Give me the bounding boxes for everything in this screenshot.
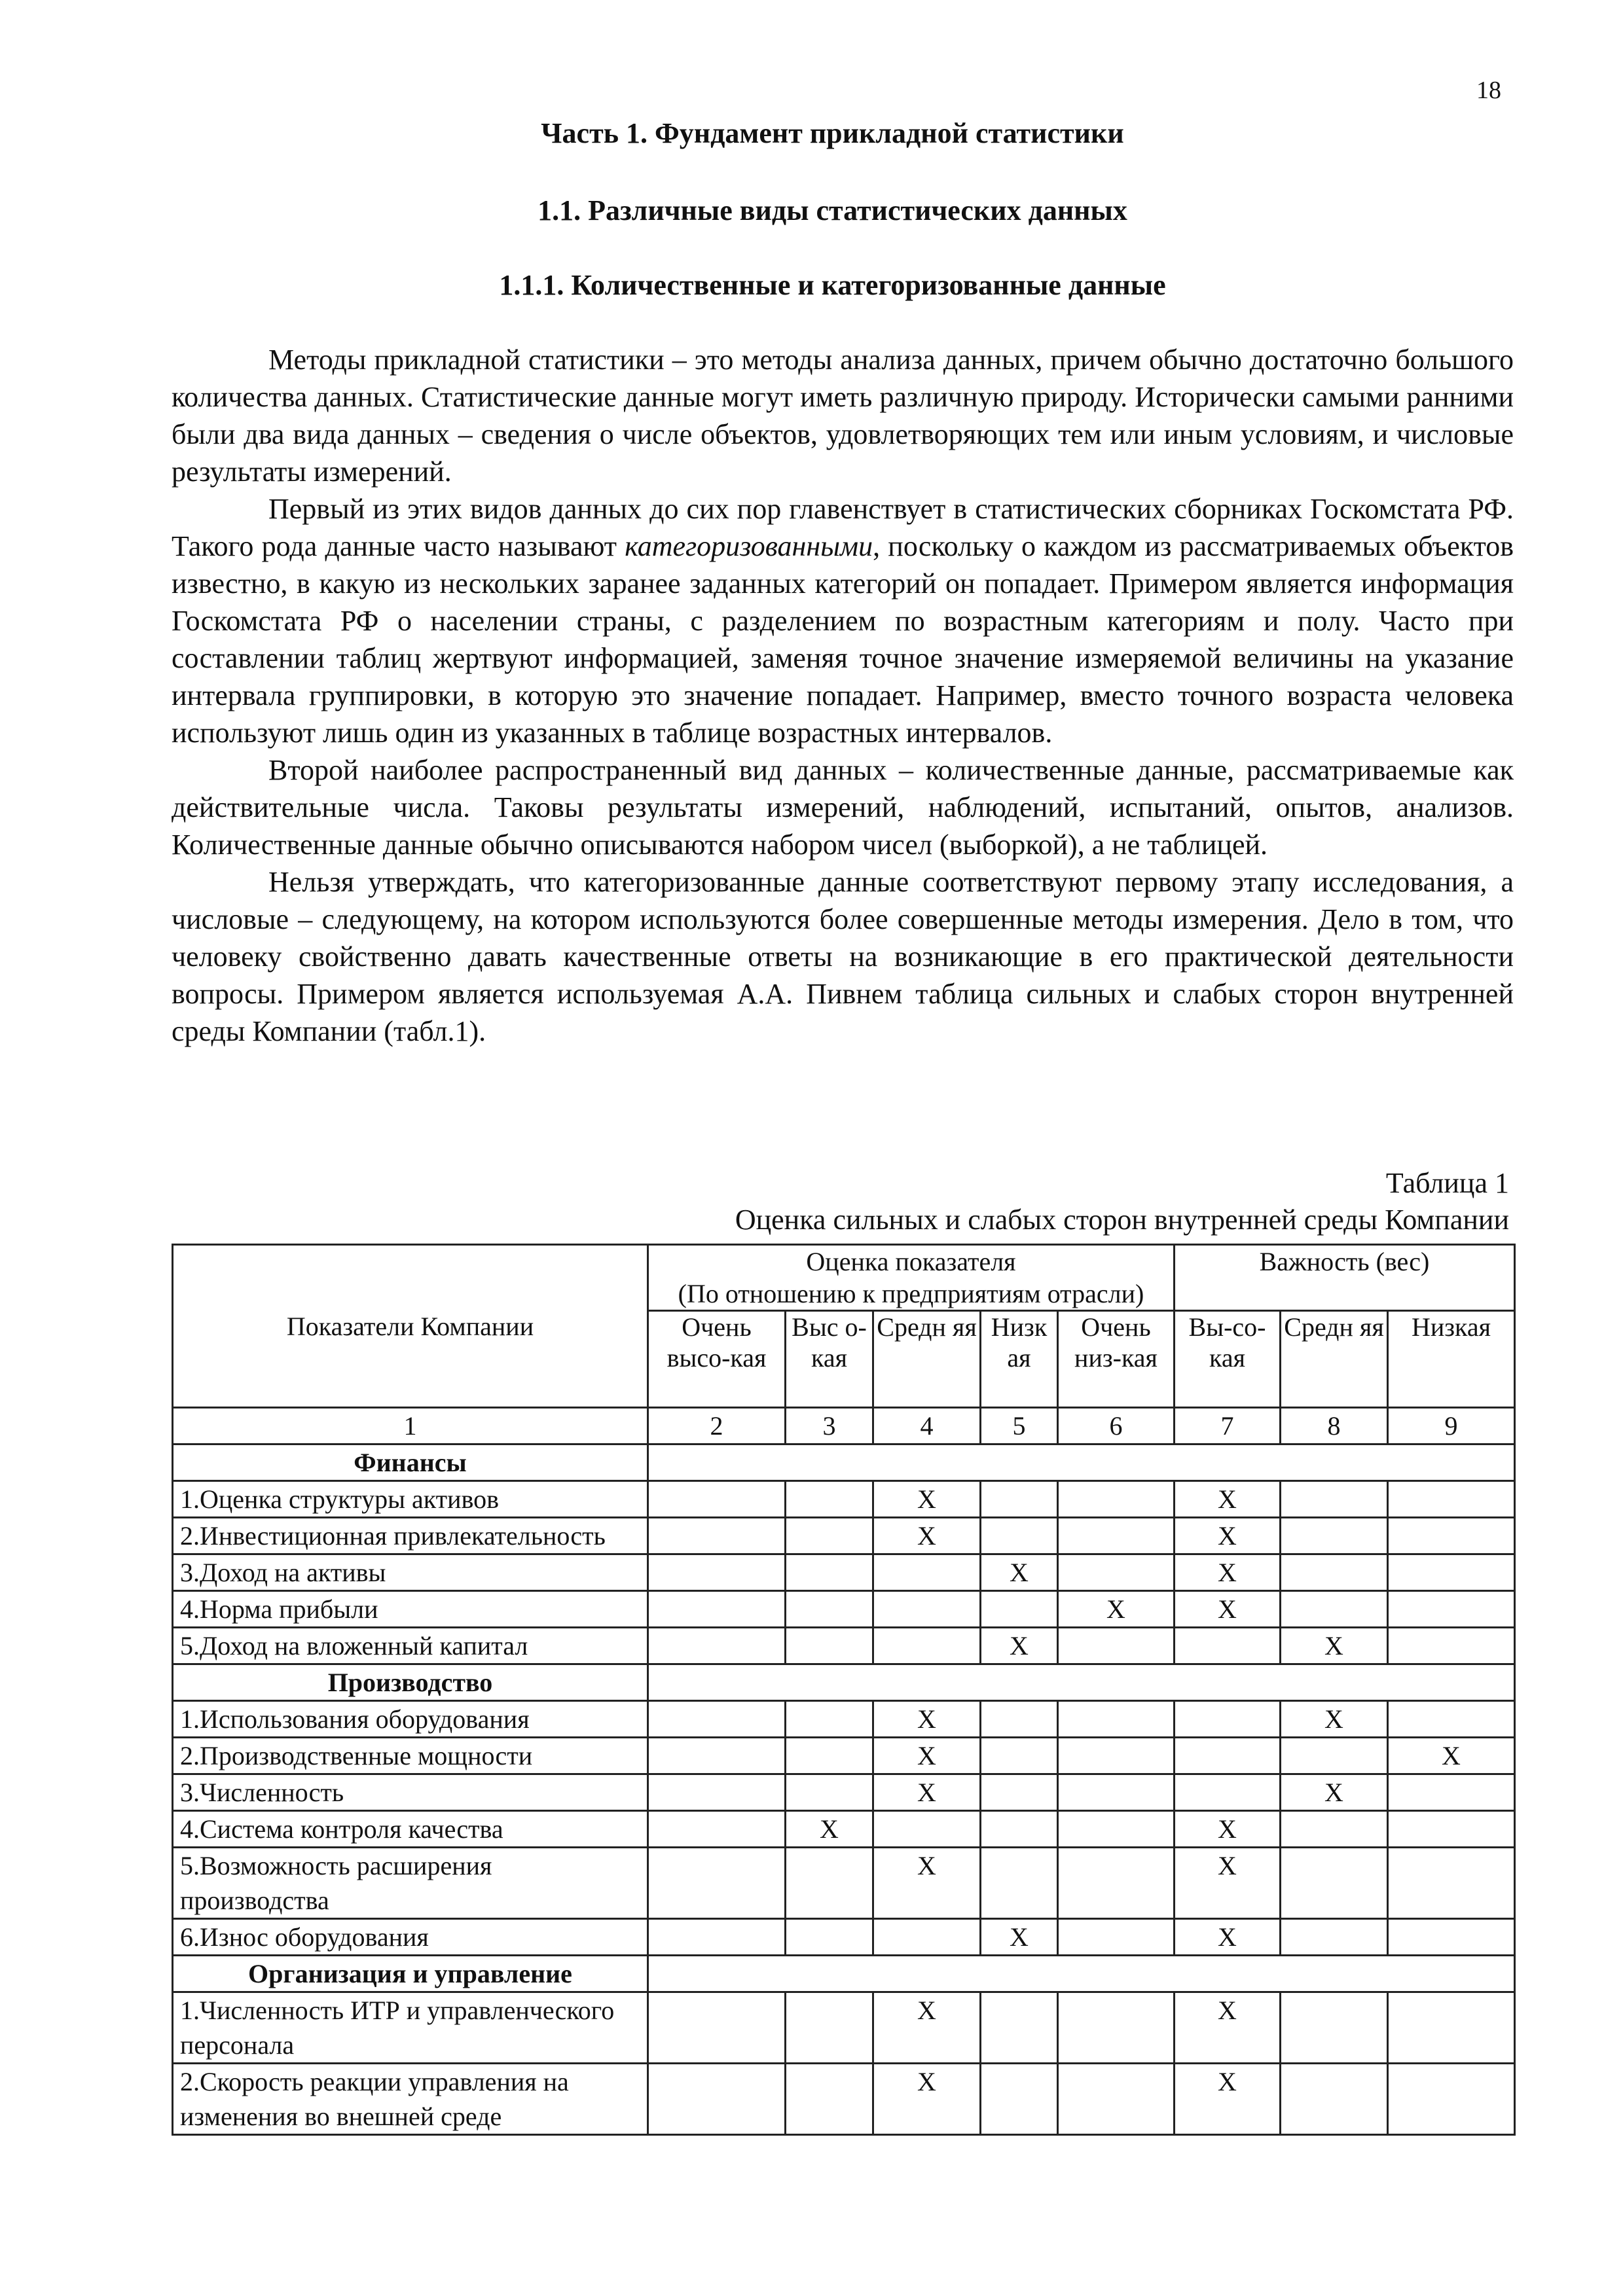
section-heading: 1.1. Различные виды статистических данных xyxy=(538,194,1127,226)
subheader-cell: Низк ая xyxy=(981,1311,1058,1408)
rating-cell xyxy=(873,1554,981,1591)
rating-cell xyxy=(873,1591,981,1628)
rating-cell xyxy=(1058,1738,1175,1774)
importance-cell xyxy=(1281,1481,1388,1518)
importance-cell xyxy=(1388,1518,1515,1554)
table-row xyxy=(173,1811,1515,1848)
importance-cell xyxy=(1388,1848,1515,1919)
column-number: 8 xyxy=(1281,1408,1388,1444)
indicator-label: 1.Численность ИТР и управленческого персонала xyxy=(173,1992,648,2064)
rating-cell xyxy=(981,1518,1058,1554)
importance-cell xyxy=(1175,1774,1281,1811)
table-number: Таблица 1 xyxy=(1385,1167,1509,1199)
importance-cell xyxy=(1281,2064,1388,2135)
rating-cell: X xyxy=(873,1738,981,1774)
importance-cell: X xyxy=(1281,1628,1388,1664)
table-title: Оценка сильных и слабых сторон внутренней среды Компании xyxy=(735,1204,1509,1236)
rating-cell: X xyxy=(873,1701,981,1738)
subheader-cell: Средн яя xyxy=(1281,1311,1388,1408)
importance-cell: X xyxy=(1175,1992,1281,2064)
rating-cell xyxy=(1058,1518,1175,1554)
importance-cell xyxy=(1388,1919,1515,1956)
importance-cell xyxy=(1281,1591,1388,1628)
body-text xyxy=(172,341,1514,1050)
table-row xyxy=(173,1701,1515,1738)
rating-cell xyxy=(873,1919,981,1956)
group-row xyxy=(173,1444,1515,1481)
rating-cell xyxy=(1058,1919,1175,1956)
rating-cell: X xyxy=(981,1919,1058,1956)
table-row xyxy=(173,1774,1515,1811)
rating-cell xyxy=(981,1738,1058,1774)
rating-cell xyxy=(981,1701,1058,1738)
rating-cell xyxy=(648,1774,786,1811)
rating-cell: X xyxy=(981,1628,1058,1664)
importance-cell: X xyxy=(1281,1774,1388,1811)
part-heading: Часть 1. Фундамент прикладной статистики xyxy=(541,117,1124,149)
indicator-label: 1.Использования оборудования xyxy=(173,1701,648,1738)
indicator-label: 5.Возможность расширения производства xyxy=(173,1848,648,1919)
rating-cell xyxy=(981,1774,1058,1811)
table-row xyxy=(173,1919,1515,1956)
indicator-label: 3.Доход на активы xyxy=(173,1554,648,1591)
paragraph-2: Первый из этих видов данных до сих пор главенствует в статистических сборниках Госкомстата РФ. Такого рода данные часто называют категоризованными, поскольку о каждом из рассматриваемых объектов известно, в какую из нескольких заранее заданных категорий он попадает. Примером является информация Госкомстата РФ о населении страны, с разделением по возрастным категориям и полу. Часто при составлении таблиц жертвуют информацией, заменяя точное значение измеряемой величины на указание интервала группировки, в которую это значение попадает. Например, вместо точного возраста человека используют лишь один из указанных в таблице возрастных интервалов. xyxy=(172,493,1514,749)
subheader-cell: Вы-со-кая xyxy=(1175,1311,1281,1408)
importance-cell xyxy=(1388,1628,1515,1664)
group-title: Организация и управление xyxy=(173,1956,648,1992)
rating-cell xyxy=(1058,1481,1175,1518)
importance-cell: X xyxy=(1175,1518,1281,1554)
importance-cell xyxy=(1281,1992,1388,2064)
rating-cell xyxy=(1058,1992,1175,2064)
rating-cell xyxy=(786,1701,873,1738)
table-row xyxy=(173,1848,1515,1919)
rating-cell xyxy=(1058,2064,1175,2135)
rating-cell xyxy=(1058,1811,1175,1848)
rating-cell: X xyxy=(873,1481,981,1518)
rating-cell xyxy=(786,1738,873,1774)
rating-cell xyxy=(786,1481,873,1518)
indicator-label: 5.Доход на вложенный капитал xyxy=(173,1628,648,1664)
rating-cell xyxy=(786,1518,873,1554)
rating-cell: X xyxy=(981,1554,1058,1591)
rating-cell xyxy=(648,1848,786,1919)
rating-cell xyxy=(648,1554,786,1591)
subheader-cell: Выс о-кая xyxy=(786,1311,873,1408)
importance-cell xyxy=(1388,1811,1515,1848)
rating-cell xyxy=(981,1481,1058,1518)
subheader-cell: Средн яя xyxy=(873,1311,981,1408)
importance-cell xyxy=(1281,1811,1388,1848)
importance-cell: X xyxy=(1175,1554,1281,1591)
rating-cell xyxy=(648,1919,786,1956)
column-number: 7 xyxy=(1175,1408,1281,1444)
rating-cell: X xyxy=(873,1848,981,1919)
importance-cell xyxy=(1281,1848,1388,1919)
importance-cell: X xyxy=(1175,2064,1281,2135)
importance-cell xyxy=(1281,1554,1388,1591)
subsection-heading: 1.1.1. Количественные и категоризованные данные xyxy=(499,269,1166,301)
header-importance: Важность (вес) xyxy=(1175,1245,1515,1311)
column-number: 3 xyxy=(786,1408,873,1444)
importance-cell: X xyxy=(1175,1591,1281,1628)
indicator-label: 6.Износ оборудования xyxy=(173,1919,648,1956)
importance-cell xyxy=(1388,1774,1515,1811)
rating-cell: X xyxy=(873,2064,981,2135)
rating-cell xyxy=(786,1591,873,1628)
rating-cell: X xyxy=(873,1992,981,2064)
rating-cell xyxy=(786,1774,873,1811)
importance-cell xyxy=(1388,1591,1515,1628)
rating-cell xyxy=(1058,1554,1175,1591)
rating-cell xyxy=(981,1591,1058,1628)
importance-cell xyxy=(1175,1628,1281,1664)
table-row xyxy=(173,1591,1515,1628)
page-number: 18 xyxy=(1476,77,1501,104)
rating-cell xyxy=(648,1811,786,1848)
column-number: 1 xyxy=(173,1408,648,1444)
rating-cell xyxy=(786,1848,873,1919)
subheader-cell: Низкая xyxy=(1388,1311,1515,1408)
importance-cell: X xyxy=(1175,1811,1281,1848)
column-number: 9 xyxy=(1388,1408,1515,1444)
rating-cell xyxy=(981,2064,1058,2135)
header-rating: Оценка показателя (По отношению к предприятиям отрасли) xyxy=(648,1245,1175,1311)
rating-cell xyxy=(873,1628,981,1664)
rating-cell xyxy=(648,1628,786,1664)
rating-cell xyxy=(786,2064,873,2135)
importance-cell xyxy=(1388,2064,1515,2135)
emphasis-term: категоризованными xyxy=(625,530,873,562)
rating-cell xyxy=(1058,1701,1175,1738)
importance-cell: X xyxy=(1175,1919,1281,1956)
rating-cell xyxy=(648,1481,786,1518)
table-row xyxy=(173,1554,1515,1591)
rating-cell xyxy=(648,1701,786,1738)
rating-cell xyxy=(648,1992,786,2064)
importance-cell xyxy=(1388,1701,1515,1738)
rating-cell xyxy=(786,1554,873,1591)
rating-cell xyxy=(873,1811,981,1848)
importance-cell xyxy=(1281,1738,1388,1774)
indicator-label: 2.Инвестиционная привлекательность xyxy=(173,1518,648,1554)
subheader-cell: Очень низ-кая xyxy=(1058,1311,1175,1408)
importance-cell xyxy=(1388,1481,1515,1518)
header-indicators: Показатели Компании xyxy=(173,1245,648,1408)
subheader-cell: Очень высо-кая xyxy=(648,1311,786,1408)
column-number: 6 xyxy=(1058,1408,1175,1444)
paragraph-3: Второй наиболее распространенный вид данных – количественные данные, рассматриваемые как действительные числа. Таковы результаты измерений, наблюдений, испытаний, опытов, анализов. Количественные данные обычно описываются набором чисел (выборкой), а не таблицей. xyxy=(172,754,1514,861)
rating-cell xyxy=(981,1811,1058,1848)
table-row xyxy=(173,1738,1515,1774)
indicator-label: 3.Численность xyxy=(173,1774,648,1811)
importance-cell: X xyxy=(1175,1481,1281,1518)
rating-cell xyxy=(1058,1628,1175,1664)
group-row xyxy=(173,1956,1515,1992)
indicator-label: 2.Производственные мощности xyxy=(173,1738,648,1774)
table-row xyxy=(173,2064,1515,2135)
rating-cell xyxy=(786,1628,873,1664)
rating-cell: X xyxy=(1058,1591,1175,1628)
group-row xyxy=(173,1664,1515,1701)
group-title: Производство xyxy=(173,1664,648,1701)
paragraph-4: Нельзя утверждать, что категоризованные данные соответствуют первому этапу исследования, а числовые – следующему, на котором используются более совершенные методы измерения. Дело в том, что человеку свойственно давать качественные ответы на возникающие в его практической деятельности вопросы. Примером является используемая А.А. Пивнем таблица сильных и слабых сторон внутренней среды Компании (табл.1). xyxy=(172,866,1514,1047)
importance-cell xyxy=(1281,1919,1388,1956)
group-empty xyxy=(648,1956,1515,1992)
rating-cell xyxy=(786,1919,873,1956)
assessment-table xyxy=(172,1244,1516,2136)
rating-cell: X xyxy=(873,1518,981,1554)
group-empty xyxy=(648,1444,1515,1481)
importance-cell: X xyxy=(1388,1738,1515,1774)
indicator-label: 1.Оценка структуры активов xyxy=(173,1481,648,1518)
indicator-label: 4.Система контроля качества xyxy=(173,1811,648,1848)
indicator-label: 2.Скорость реакции управления на изменения во внешней среде xyxy=(173,2064,648,2135)
indicator-label: 4.Норма прибыли xyxy=(173,1591,648,1628)
column-number: 2 xyxy=(648,1408,786,1444)
rating-cell xyxy=(648,1591,786,1628)
rating-cell xyxy=(648,1738,786,1774)
table-row xyxy=(173,1518,1515,1554)
table-row xyxy=(173,1992,1515,2064)
rating-cell xyxy=(981,1992,1058,2064)
table-row xyxy=(173,1628,1515,1664)
rating-cell xyxy=(981,1848,1058,1919)
importance-cell: X xyxy=(1281,1701,1388,1738)
importance-cell xyxy=(1175,1738,1281,1774)
rating-cell: X xyxy=(786,1811,873,1848)
rating-cell xyxy=(648,1518,786,1554)
rating-cell: X xyxy=(873,1774,981,1811)
importance-cell xyxy=(1175,1701,1281,1738)
rating-cell xyxy=(1058,1774,1175,1811)
rating-cell xyxy=(1058,1848,1175,1919)
rating-cell xyxy=(648,2064,786,2135)
rating-cell xyxy=(786,1992,873,2064)
group-empty xyxy=(648,1664,1515,1701)
importance-cell xyxy=(1281,1518,1388,1554)
table-row xyxy=(173,1481,1515,1518)
paragraph-1: Методы прикладной статистики – это методы анализа данных, причем обычно достаточно большого количества данных. Статистические данные могут иметь различную природу. Исторически самыми ранними были два вида данных – сведения о числе объектов, удовлетворяющих тем или иным условиям, и числовые результаты измерений. xyxy=(172,344,1514,488)
importance-cell xyxy=(1388,1992,1515,2064)
importance-cell xyxy=(1388,1554,1515,1591)
column-number: 4 xyxy=(873,1408,981,1444)
column-number: 5 xyxy=(981,1408,1058,1444)
importance-cell: X xyxy=(1175,1848,1281,1919)
group-title: Финансы xyxy=(173,1444,648,1481)
